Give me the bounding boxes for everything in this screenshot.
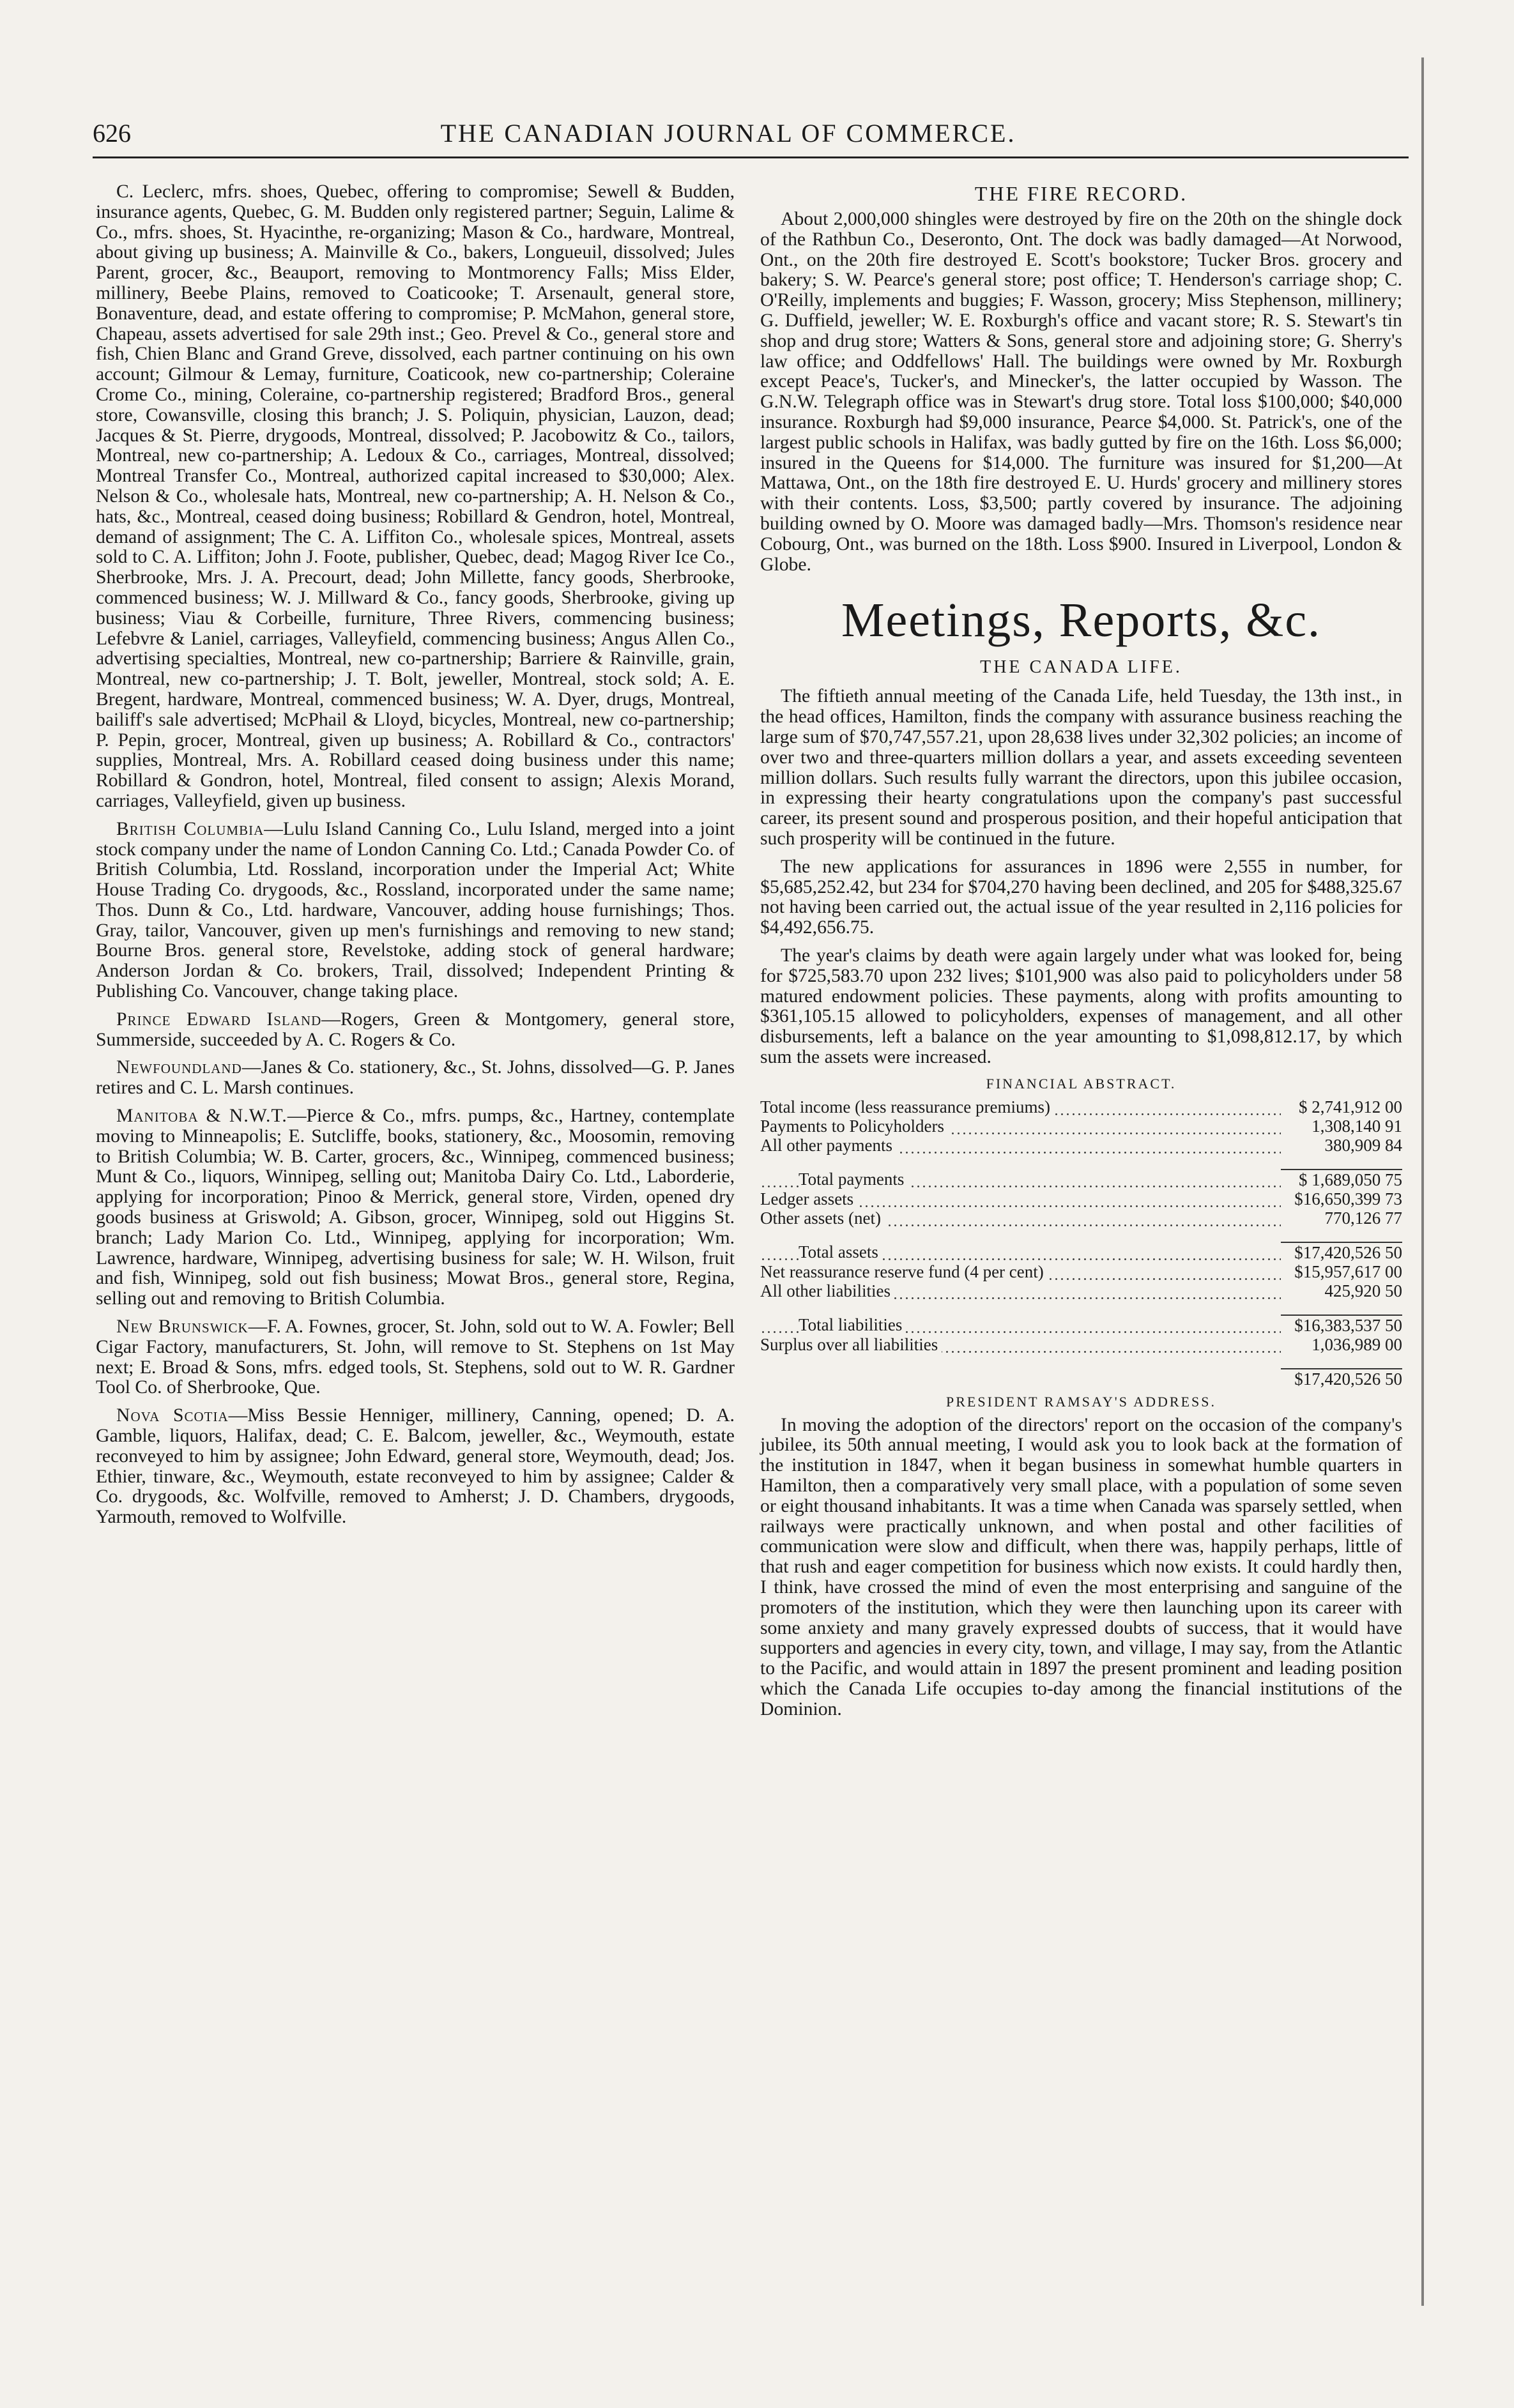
journal-title: THE CANADIAN JOURNAL OF COMMERCE. [440, 119, 1016, 148]
page-header [93, 118, 1364, 156]
table-row [760, 1369, 1402, 1389]
fire-record-text: About 2,000,000 shingles were destroyed by fire on the 20th on the shingle dock of the Rathbun Co., Deseronto, Ont. The dock was badly damaged—At Norwood, Ont., on the 20th fire destroyed E. Scott's bookstore; Tucker Bros. grocery and bakery; S. W. Pearce's general store; post office; T. Henderson's carriage shop; C. O'Reilly, implements and buggies; F. Wasson, grocery; Miss Stephenson, millinery; G. Duffield, jeweller; W. E. Roxburgh's office and vacant store; R. S. Stewart's tin shop and drug store; Watters & Sons, general store and adjoining store; G. Sherry's law office; and Oddfellows' Hall. The buildings were owned by Mr. Roxburgh except Peace's, Tucker's, and Minecker's, the latter occupied by Wasson. The G.N.W. Telegraph office was in Stewart's drug store. Total loss $100,000; $40,000 insurance. Roxburgh had $9,000 insurance, Pearce $4,000. St. Patrick's, one of the largest public schools in Halifax, was badly gutted by fire on the 16th. Loss $6,000; insured in the Queens for $14,000. The furniture was insured for $1,200—At Mattawa, Ont., on the 18th fire destroyed E. U. Hurds' grocery and millinery stores with their contents. Loss, $3,500; partly covered by insurance. The adjoining building owned by O. Moore was damaged badly—Mrs. Thomson's residence near Cobourg, Ont., was burned on the 18th. Loss $900. Insured in Liverpool, London & Globe. [760, 209, 1402, 575]
financial-abstract-heading: FINANCIAL ABSTRACT. [986, 1075, 1177, 1092]
table-row [760, 1136, 1402, 1155]
row-label: Net reassurance reserve fund (4 per cent) [760, 1262, 1048, 1281]
row-label: Payments to Policyholders [760, 1116, 948, 1136]
row-label: Other assets (net) [760, 1208, 885, 1228]
financial-abstract-table [760, 1097, 1402, 1389]
table-row [760, 1208, 1402, 1228]
row-value: $16,383,537 50 [1281, 1315, 1402, 1335]
table-row [760, 1116, 1402, 1136]
business-changes-manitoba [96, 1106, 735, 1309]
table-row [760, 1315, 1402, 1335]
canada-life-paragraph: The new applications for assurances in 1896 were 2,555 in number, for $5,685,252.42, but 234 for $704,270 having been declined, and 205 for $488,325.67 not having been carried out, the actual issue of the year resulted in 2,116 policies for $4,492,656.75. [760, 856, 1402, 938]
region-heading: New Brunswick [116, 1316, 249, 1337]
canada-life-paragraph: The year's claims by death were again largely under what was looked for, being for $725,583.70 upon 232 lives; $101,900 was also paid to policyholders under 58 matured endowment policies. These payments, along with profits amounting to $361,105.15 allowed to policyholders, expenses of management, and all other disbursements, left a balance on the year amounting to $1,098,812.17, by which sum the assets were increased. [760, 945, 1402, 1067]
business-changes-nova-scotia [96, 1406, 735, 1528]
row-value: $17,420,526 50 [1281, 1369, 1402, 1389]
region-text: —Lulu Island Canning Co., Lulu Island, merged into a joint stock company under the name of London Canning Co. Ltd.; Canada Powder Co. of British Columbia, Ltd. Rossland, incorporation under the Imperial Act; White House Trading Co. drygoods, &c., Rossland, incorporated under the same name; Thos. Dunn & Co., Ltd. hardware, Vancouver, adding house furnishings; Thos. Gray, tailor, Vancouver, given up men's furnishings and removing to new stand; Bourne Bros. general store, Revelstoke, adding stock of general hardware; Anderson Jordan & Co. brokers, Trail, dissolved; Independent Printing & Publishing Co. Vancouver, change taking place. [96, 818, 735, 1002]
region-heading: Nova Scotia [116, 1405, 229, 1426]
row-label: All other liabilities [760, 1281, 894, 1300]
business-changes-pei [96, 1010, 735, 1051]
meetings-banner: Meetings, Reports, &c. [841, 593, 1322, 648]
president-address-heading: PRESIDENT RAMSAY'S ADDRESS. [945, 1393, 1216, 1410]
row-value: $16,650,399 73 [1294, 1189, 1402, 1208]
region-text: —Janes & Co. stationery, &c., St. Johns, dissolved—G. P. Janes retires and C. L. Marsh continues. [96, 1057, 735, 1099]
table-row [760, 1262, 1402, 1281]
header-rule [93, 156, 1409, 158]
row-value: 1,036,989 00 [1311, 1334, 1402, 1354]
page-edge-rule [1421, 57, 1424, 2306]
row-label: All other payments [760, 1136, 896, 1155]
row-value: 380,909 84 [1324, 1135, 1402, 1155]
row-value: $ 2,741,912 00 [1299, 1097, 1402, 1116]
left-column [96, 182, 735, 2315]
row-label: Total income (less reassurance premiums) [760, 1097, 1054, 1116]
region-heading: Prince Edward Island [116, 1009, 322, 1030]
region-text: —Miss Bessie Henniger, millinery, Canning, opened; D. A. Gamble, liquors, Halifax, dead; C. E. Balcom, jeweller, &c., Weymouth, estate reconveyed to him by assignee; John Edward, general store, Weymouth, dead; Jos. Ethier, tinware, &c., Weymouth, estate reconveyed to him by assignee; Calder & Co. drygoods, &c. Wolfville, removed to Amherst; J. D. Chambers, drygoods, Yarmouth, removed to Wolfville. [96, 1405, 735, 1528]
region-text: —F. A. Fownes, grocer, St. John, sold out to W. A. Fowler; Bell Cigar Factory, manufacturers, St. John, will remove to St. Stephens on 1st May next; E. Broad & Sons, mfrs. edged tools, St. Stephens, sold out to W. R. Gardner Tool Co. of Sherbrooke, Que. [96, 1316, 735, 1398]
row-label: Total assets [799, 1242, 882, 1261]
fire-record-heading: THE FIRE RECORD. [974, 182, 1188, 205]
table-row [760, 1097, 1402, 1116]
page-number: 626 [93, 119, 131, 148]
row-label: Ledger assets [760, 1189, 857, 1208]
row-value: 770,126 77 [1324, 1208, 1402, 1228]
canada-life-paragraph: The fiftieth annual meeting of the Canada Life, held Tuesday, the 13th inst., in the head offices, Hamilton, finds the company with assurance business reaching the large sum of $70,747,557.21, upon 28,638 lives under 32,302 policies; an income of over two and three-quarters million dollars a year, and assets exceeding seventeen million dollars. Such results fully warrant the directors, upon this jubilee occasion, in expressing their hearty congratulations upon the company's past successful career, its present sound and prosperous position, and their hopeful anticipation that such prosperity will be continued in the future. [760, 686, 1402, 849]
row-value: 1,308,140 91 [1311, 1116, 1402, 1136]
row-value: 425,920 50 [1324, 1281, 1402, 1300]
table-row [760, 1281, 1402, 1300]
region-text: —Rogers, Green & Montgomery, general store, Summerside, succeeded by A. C. Rogers & Co. [96, 1009, 735, 1050]
business-changes-quebec: C. Leclerc, mfrs. shoes, Quebec, offering to compromise; Sewell & Budden, insurance agents, Quebec, G. M. Budden only registered partner; Seguin, Lalime & Co., mfrs. shoes, St. Hyacinthe, re-organizing; Mason & Co., hardware, Montreal, about giving up business; A. Mainville & Co., bakers, Longueuil, dissolved; Jules Parent, grocer, &c., Beauport, removing to Montmorency Falls; Miss Elder, millinery, Beebe Plains, removed to Coaticooke; T. Arsenault, general store, Bonaventure, dead, and estate offering to compromise; P. McMahon, general store, Chapeau, assets advertised for sale 29th inst.; Geo. Prevel & Co., general store and fish, Chien Blanc and Grand Greve, dissolved, each partner continuing on his own account; Gilmour & Lemay, furniture, Coaticook, new co-partnership; Coleraine Crome Co., mining, Coleraine, co-partnership registered; Bradford Bros., general store, Cowansville, closing this branch; J. S. Poliquin, physician, Lauzon, dead; Jacques & St. Pierre, drygoods, Montreal, dissolved; P. Jacobowitz & Co., tailors, Montreal, new co-partnership; A. Ledoux & Co., carriages, Montreal, dissolved; Montreal Transfer Co., Montreal, authorized capital increased to $30,000; Alex. Nelson & Co., wholesale hats, Montreal, new co-partnership; A. H. Nelson & Co., hats, &c., Montreal, ceased doing business; Robillard & Gendron, hotel, Montreal, demand of assignment; The C. A. Liffiton Co., wholesale spices, Montreal, assets sold to C. A. Liffiton; John J. Foote, publisher, Quebec, dead; Magog River Ice Co., Sherbrooke, Mrs. J. A. Precourt, dead; John Millette, fancy goods, Sherbrooke, commenced business; W. J. Millward & Co., fancy goods, Sherbrooke, giving up business; Viau & Corbeille, furniture, Three Rivers, commencing business; Lefebvre & Laniel, carriages, Valleyfield, commencing business; Angus Allen Co., advertising specialties, Montreal, new co-partnership; Barriere & Rainville, grain, Montreal, new co-partnership; J. T. Bolt, jeweller, Montreal, stock sold; A. E. Bregent, hardware, Montreal, commenced business; W. A. Dyer, drugs, Montreal, bailiff's sale advertised; McPhail & Lloyd, bicycles, Montreal, new co-partnership; P. Pepin, grocer, Montreal, given up business; A. Robillard & Co., contractors' supplies, Montreal, Mrs. A. Robillard ceased doing business under this name; Robillard & Gondron, hotel, Montreal, filed consent to assign; Alexis Morand, carriages, Valleyfield, given up business. [96, 181, 735, 811]
canada-life-heading: THE CANADA LIFE. [980, 657, 1182, 678]
table-row [760, 1170, 1402, 1189]
business-changes-new-brunswick [96, 1317, 735, 1398]
table-row [760, 1189, 1402, 1208]
table-row [760, 1242, 1402, 1262]
region-heading: Newfoundland [116, 1057, 242, 1078]
row-value: $17,420,526 50 [1281, 1242, 1402, 1262]
region-heading: Manitoba & N.W.T. [116, 1106, 287, 1127]
region-heading: British Columbia [116, 818, 264, 839]
business-changes-british-columbia [96, 819, 735, 1002]
row-label: Surplus over all liabilities [760, 1335, 942, 1354]
table-row [760, 1335, 1402, 1354]
row-label: Total payments [799, 1170, 908, 1189]
row-value: $ 1,689,050 75 [1281, 1170, 1402, 1189]
right-column [760, 182, 1402, 2315]
region-text: —Pierce & Co., mfrs. pumps, &c., Hartney, contemplate moving to Minneapolis; E. Sutcliffe, books, stationery, &c., Moosomin, removing to British Columbia; W. B. Carter, grocers, &c., Winnipeg, commenced business; Munt & Co., liquors, Winnipeg, selling out; Manitoba Dairy Co. Ltd., Laborderie, applying for incorporation; Pinoo & Merrick, general store, Virden, opened dry goods business at Griswold; A. Gibson, grocer, Winnipeg, sold out Higgins St. branch; Lady Marion Co. Ltd., Winnipeg, applying for incorporation; Wm. Lawrence, hardware, Winnipeg, advertising business for sale; W. H. Wilson, fruit and fish, Winnipeg, sold out fish business; Mowat Bros., general store, Regina, selling out and removing to British Columbia. [96, 1106, 735, 1309]
row-label: Total liabilities [799, 1315, 906, 1334]
row-value: $15,957,617 00 [1294, 1261, 1402, 1281]
president-address-text: In moving the adoption of the directors' report on the occasion of the company's jubilee, its 50th annual meeting, I would ask you to look back at the formation of the institution in 1847, when it began business in somewhat humble quarters in Hamilton, then a comparatively very small place, with a population of some seven or eight thousand inhabitants. It was a time when Canada was sparsely settled, when railways were practically unknown, and when postal and other facilities of communication were slow and difficult, when there was, happily perhaps, little of that rush and eager competition for business which now exists. It could hardly then, I think, have crossed the mind of even the most enterprising and sanguine of the promoters of the institution, which they were then launching upon its career with some anxiety and many gravely expressed doubts of success, that it would have supporters and agencies in every city, town, and village, I may say, from the Atlantic to the Pacific, and would attain in 1897 the present prominent and leading position which the Canada Life occupies to-day among the financial institutions of the Dominion. [760, 1414, 1402, 1719]
row-label [760, 1369, 764, 1388]
business-changes-newfoundland [96, 1058, 735, 1099]
